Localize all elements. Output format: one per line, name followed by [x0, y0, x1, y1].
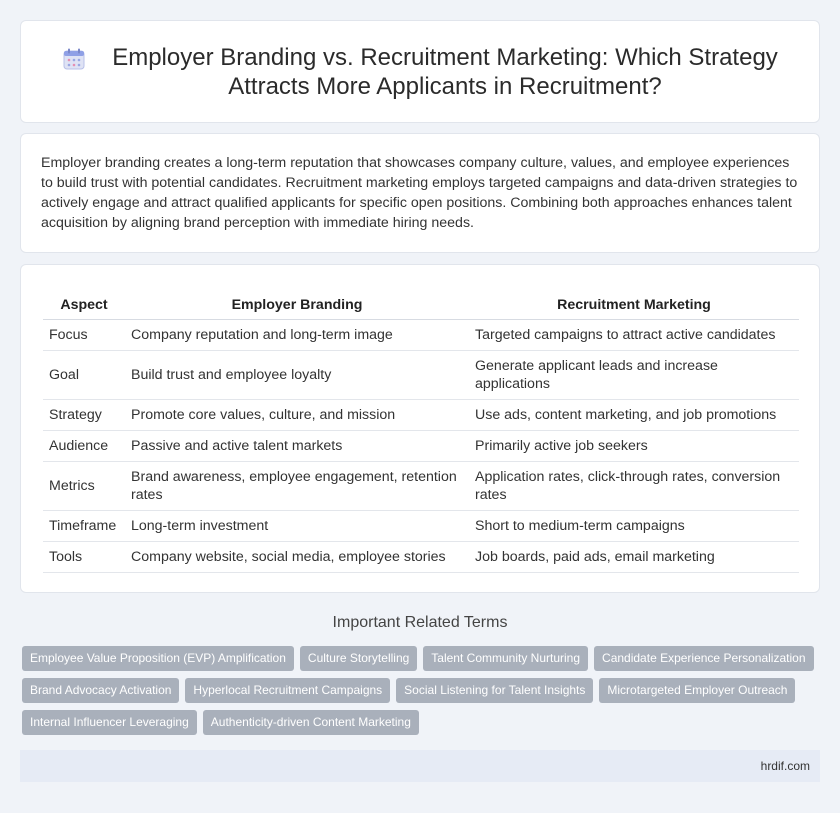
- comparison-card: [20, 264, 820, 593]
- table-header-row: [43, 292, 799, 319]
- table-cell: Long-term investment: [125, 510, 469, 541]
- header-recruitment-marketing: Recruitment Marketing: [469, 292, 799, 319]
- table-row: [43, 541, 799, 572]
- table-cell: Timeframe: [43, 510, 125, 541]
- table-cell: Focus: [43, 319, 125, 350]
- table-cell: Passive and active talent markets: [125, 430, 469, 461]
- related-term-tag[interactable]: Talent Community Nurturing: [423, 646, 588, 671]
- table-cell: Build trust and employee loyalty: [125, 350, 469, 399]
- related-terms-title: Important Related Terms: [332, 614, 508, 631]
- header-card: [20, 20, 820, 123]
- footer: [20, 750, 820, 782]
- related-term-tag[interactable]: Culture Storytelling: [300, 646, 417, 671]
- table-row: [43, 350, 799, 399]
- related-term-tag[interactable]: Social Listening for Talent Insights: [396, 678, 593, 703]
- table-cell: Goal: [43, 350, 125, 399]
- intro-card: [20, 133, 820, 253]
- related-term-tag[interactable]: Authenticity-driven Content Marketing: [203, 710, 419, 735]
- related-term-tag[interactable]: Internal Influencer Leveraging: [22, 710, 197, 735]
- intro-paragraph: Employer branding creates a long-term reputation that showcases company culture, values, and employee experiences to build trust with potential candidates. Recruitment marketing employs targeted campaigns and data-driven strategies to actively engage and attract qualified applicants for specific open positions. Combining both approaches enhances talent acquisition by aligning brand perception with immediate hiring needs.: [41, 155, 798, 231]
- table-row: [43, 510, 799, 541]
- title-wrap: [62, 43, 778, 101]
- table-cell: Application rates, click-through rates, conversion rates: [469, 461, 799, 510]
- page-title-line2: Attracts More Applicants in Recruitment?: [228, 72, 662, 100]
- table-cell: Job boards, paid ads, email marketing: [469, 541, 799, 572]
- table-cell: Use ads, content marketing, and job promotions: [469, 399, 799, 430]
- table-cell: Audience: [43, 430, 125, 461]
- table-row: [43, 319, 799, 350]
- table-cell: Primarily active job seekers: [469, 430, 799, 461]
- related-term-tag[interactable]: Hyperlocal Recruitment Campaigns: [185, 678, 390, 703]
- table-cell: Generate applicant leads and increase applications: [469, 350, 799, 399]
- table-cell: Short to medium-term campaigns: [469, 510, 799, 541]
- related-term-tag[interactable]: Candidate Experience Personalization: [594, 646, 813, 671]
- table-cell: Brand awareness, employee engagement, retention rates: [125, 461, 469, 510]
- table-cell: Company reputation and long-term image: [125, 319, 469, 350]
- table-row: [43, 430, 799, 461]
- table-cell: Targeted campaigns to attract active candidates: [469, 319, 799, 350]
- page-title: [112, 43, 778, 101]
- header-aspect: Aspect: [43, 292, 125, 319]
- table-row: [43, 399, 799, 430]
- table-cell: Company website, social media, employee stories: [125, 541, 469, 572]
- table-cell: Tools: [43, 541, 125, 572]
- related-term-tag[interactable]: Brand Advocacy Activation: [22, 678, 179, 703]
- header-employer-branding: Employer Branding: [125, 292, 469, 319]
- page-title-line1: Employer Branding vs. Recruitment Marketing: Which Strategy: [112, 43, 778, 71]
- table-cell: Strategy: [43, 399, 125, 430]
- calendar-icon: [62, 47, 86, 71]
- related-terms-tags: [22, 646, 822, 742]
- table-cell: Promote core values, culture, and mission: [125, 399, 469, 430]
- footer-site-link[interactable]: hrdif.com: [760, 759, 810, 773]
- related-term-tag[interactable]: Employee Value Proposition (EVP) Amplification: [22, 646, 294, 671]
- table-cell: Metrics: [43, 461, 125, 510]
- comparison-table: [43, 292, 799, 573]
- table-row: [43, 461, 799, 510]
- related-term-tag[interactable]: Microtargeted Employer Outreach: [599, 678, 795, 703]
